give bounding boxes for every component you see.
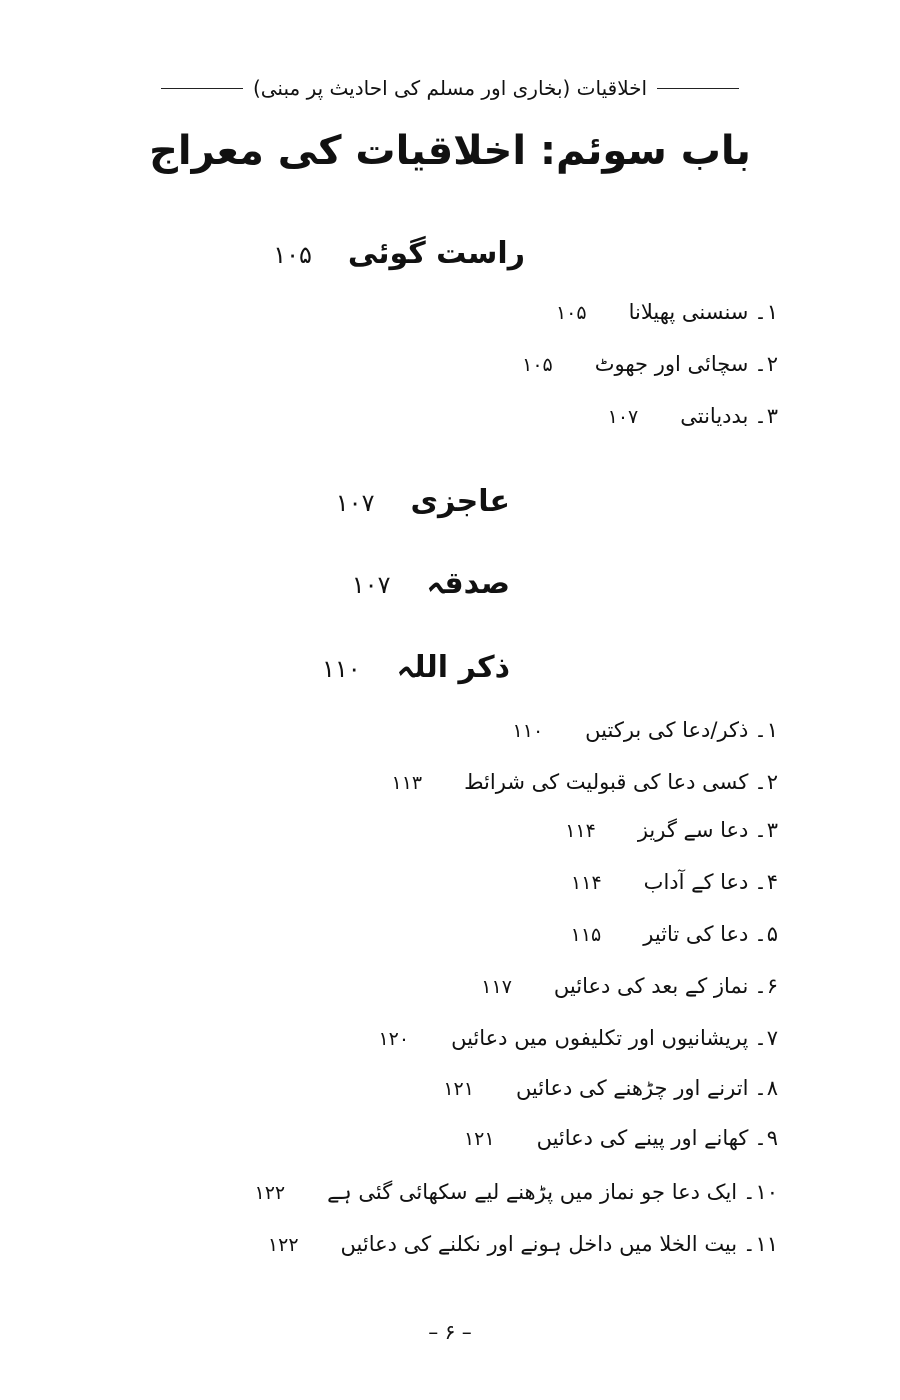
toc-item[interactable] [565, 818, 778, 842]
item-page: ۱۱۵ [570, 924, 602, 946]
item-page: ۱۰۵ [555, 302, 587, 324]
item-title: سنسنی پھیلانا [628, 300, 749, 324]
item-page: ۱۰۵ [522, 354, 553, 376]
section-page: ۱۱۰ [322, 655, 361, 683]
item-page: ۱۱۴ [565, 820, 596, 842]
section-page: ۱۰۷ [335, 489, 375, 517]
item-number: ۷۔ [754, 1026, 778, 1050]
section-page: ۱۰۷ [351, 571, 391, 599]
toc-section-charity[interactable] [352, 566, 510, 601]
chapter-title: باب سوئم: اخلاقیات کی معراج [149, 128, 751, 174]
item-page: ۱۱۰ [512, 720, 544, 742]
page-number: – ۶ – [428, 1320, 472, 1344]
toc-item[interactable] [608, 404, 778, 428]
toc-item[interactable] [571, 870, 778, 894]
item-title: نماز کے بعد کی دعائیں [553, 974, 749, 998]
item-title: اترنے اور چڑھنے کی دعائیں [515, 1076, 749, 1100]
running-header [0, 76, 900, 100]
toc-section-humility[interactable] [336, 484, 510, 519]
item-number: ۶۔ [754, 974, 778, 998]
section-title: صدقہ [426, 566, 510, 601]
item-title: کسی دعا کی قبولیت کی شرائط [464, 770, 749, 794]
running-title: اخلاقیات (بخاری اور مسلم کی احادیث پر مبنی) [252, 76, 648, 100]
item-page: ۱۰۷ [607, 406, 639, 428]
item-number: ۲۔ [754, 770, 778, 794]
item-page: ۱۱۴ [571, 872, 602, 894]
section-title: عاجزی [410, 484, 510, 519]
item-number: ۱۔ [754, 718, 778, 742]
toc-item[interactable] [481, 974, 778, 998]
toc-section-zikr[interactable] [322, 650, 510, 685]
header-rule-right [657, 88, 739, 89]
toc-item[interactable] [443, 1076, 778, 1100]
item-title: بددیانتی [680, 404, 749, 428]
section-page: ۱۰۵ [273, 241, 312, 269]
item-page: ۱۱۷ [481, 976, 512, 998]
toc-item[interactable] [556, 300, 778, 324]
item-number: ۹۔ [754, 1126, 778, 1150]
toc-item[interactable] [378, 1026, 778, 1050]
item-page: ۱۱۳ [391, 772, 423, 794]
item-title: دعا کی تاثیر [643, 922, 749, 946]
item-number: ۳۔ [754, 818, 778, 842]
item-page: ۱۲۲ [267, 1234, 299, 1256]
item-page: ۱۲۱ [443, 1078, 474, 1100]
item-number: ۱۰۔ [743, 1180, 778, 1204]
item-page: ۱۲۱ [463, 1128, 495, 1150]
toc-section-truthfulness[interactable] [273, 236, 525, 271]
item-number: ۱۔ [754, 300, 778, 324]
header-rule-left [161, 88, 243, 89]
toc-item[interactable] [268, 1232, 778, 1256]
item-page: ۱۲۰ [378, 1028, 410, 1050]
item-number: ۵۔ [754, 922, 778, 946]
item-title: دعا سے گریز [637, 818, 749, 842]
toc-item[interactable] [513, 718, 778, 742]
section-title: راست گوئی [347, 236, 525, 271]
section-title: ذکر اللہ [396, 650, 510, 685]
item-title: سچائی اور جھوٹ [594, 352, 749, 376]
item-title: دعا کے آداب [643, 870, 749, 894]
item-title: ذکر/دعا کی برکتیں [585, 718, 749, 742]
item-title: کھانے اور پینے کی دعائیں [536, 1126, 749, 1150]
toc-item[interactable] [464, 1126, 778, 1150]
toc-item[interactable] [254, 1180, 778, 1204]
toc-item[interactable] [392, 770, 779, 794]
item-number: ۸۔ [754, 1076, 778, 1100]
toc-item[interactable] [571, 922, 778, 946]
item-title: پریشانیوں اور تکلیفوں میں دعائیں [451, 1026, 749, 1050]
item-title: ایک دعا جو نماز میں پڑھنے لیے سکھائی گئی ہے [327, 1180, 738, 1204]
item-title: بیت الخلا میں داخل ہونے اور نکلنے کی دعائیں [340, 1232, 738, 1256]
item-number: ۴۔ [754, 870, 778, 894]
item-number: ۲۔ [754, 352, 778, 376]
item-page: ۱۲۲ [254, 1182, 286, 1204]
item-number: ۳۔ [754, 404, 778, 428]
toc-item[interactable] [522, 352, 778, 376]
item-number: ۱۱۔ [743, 1232, 778, 1256]
